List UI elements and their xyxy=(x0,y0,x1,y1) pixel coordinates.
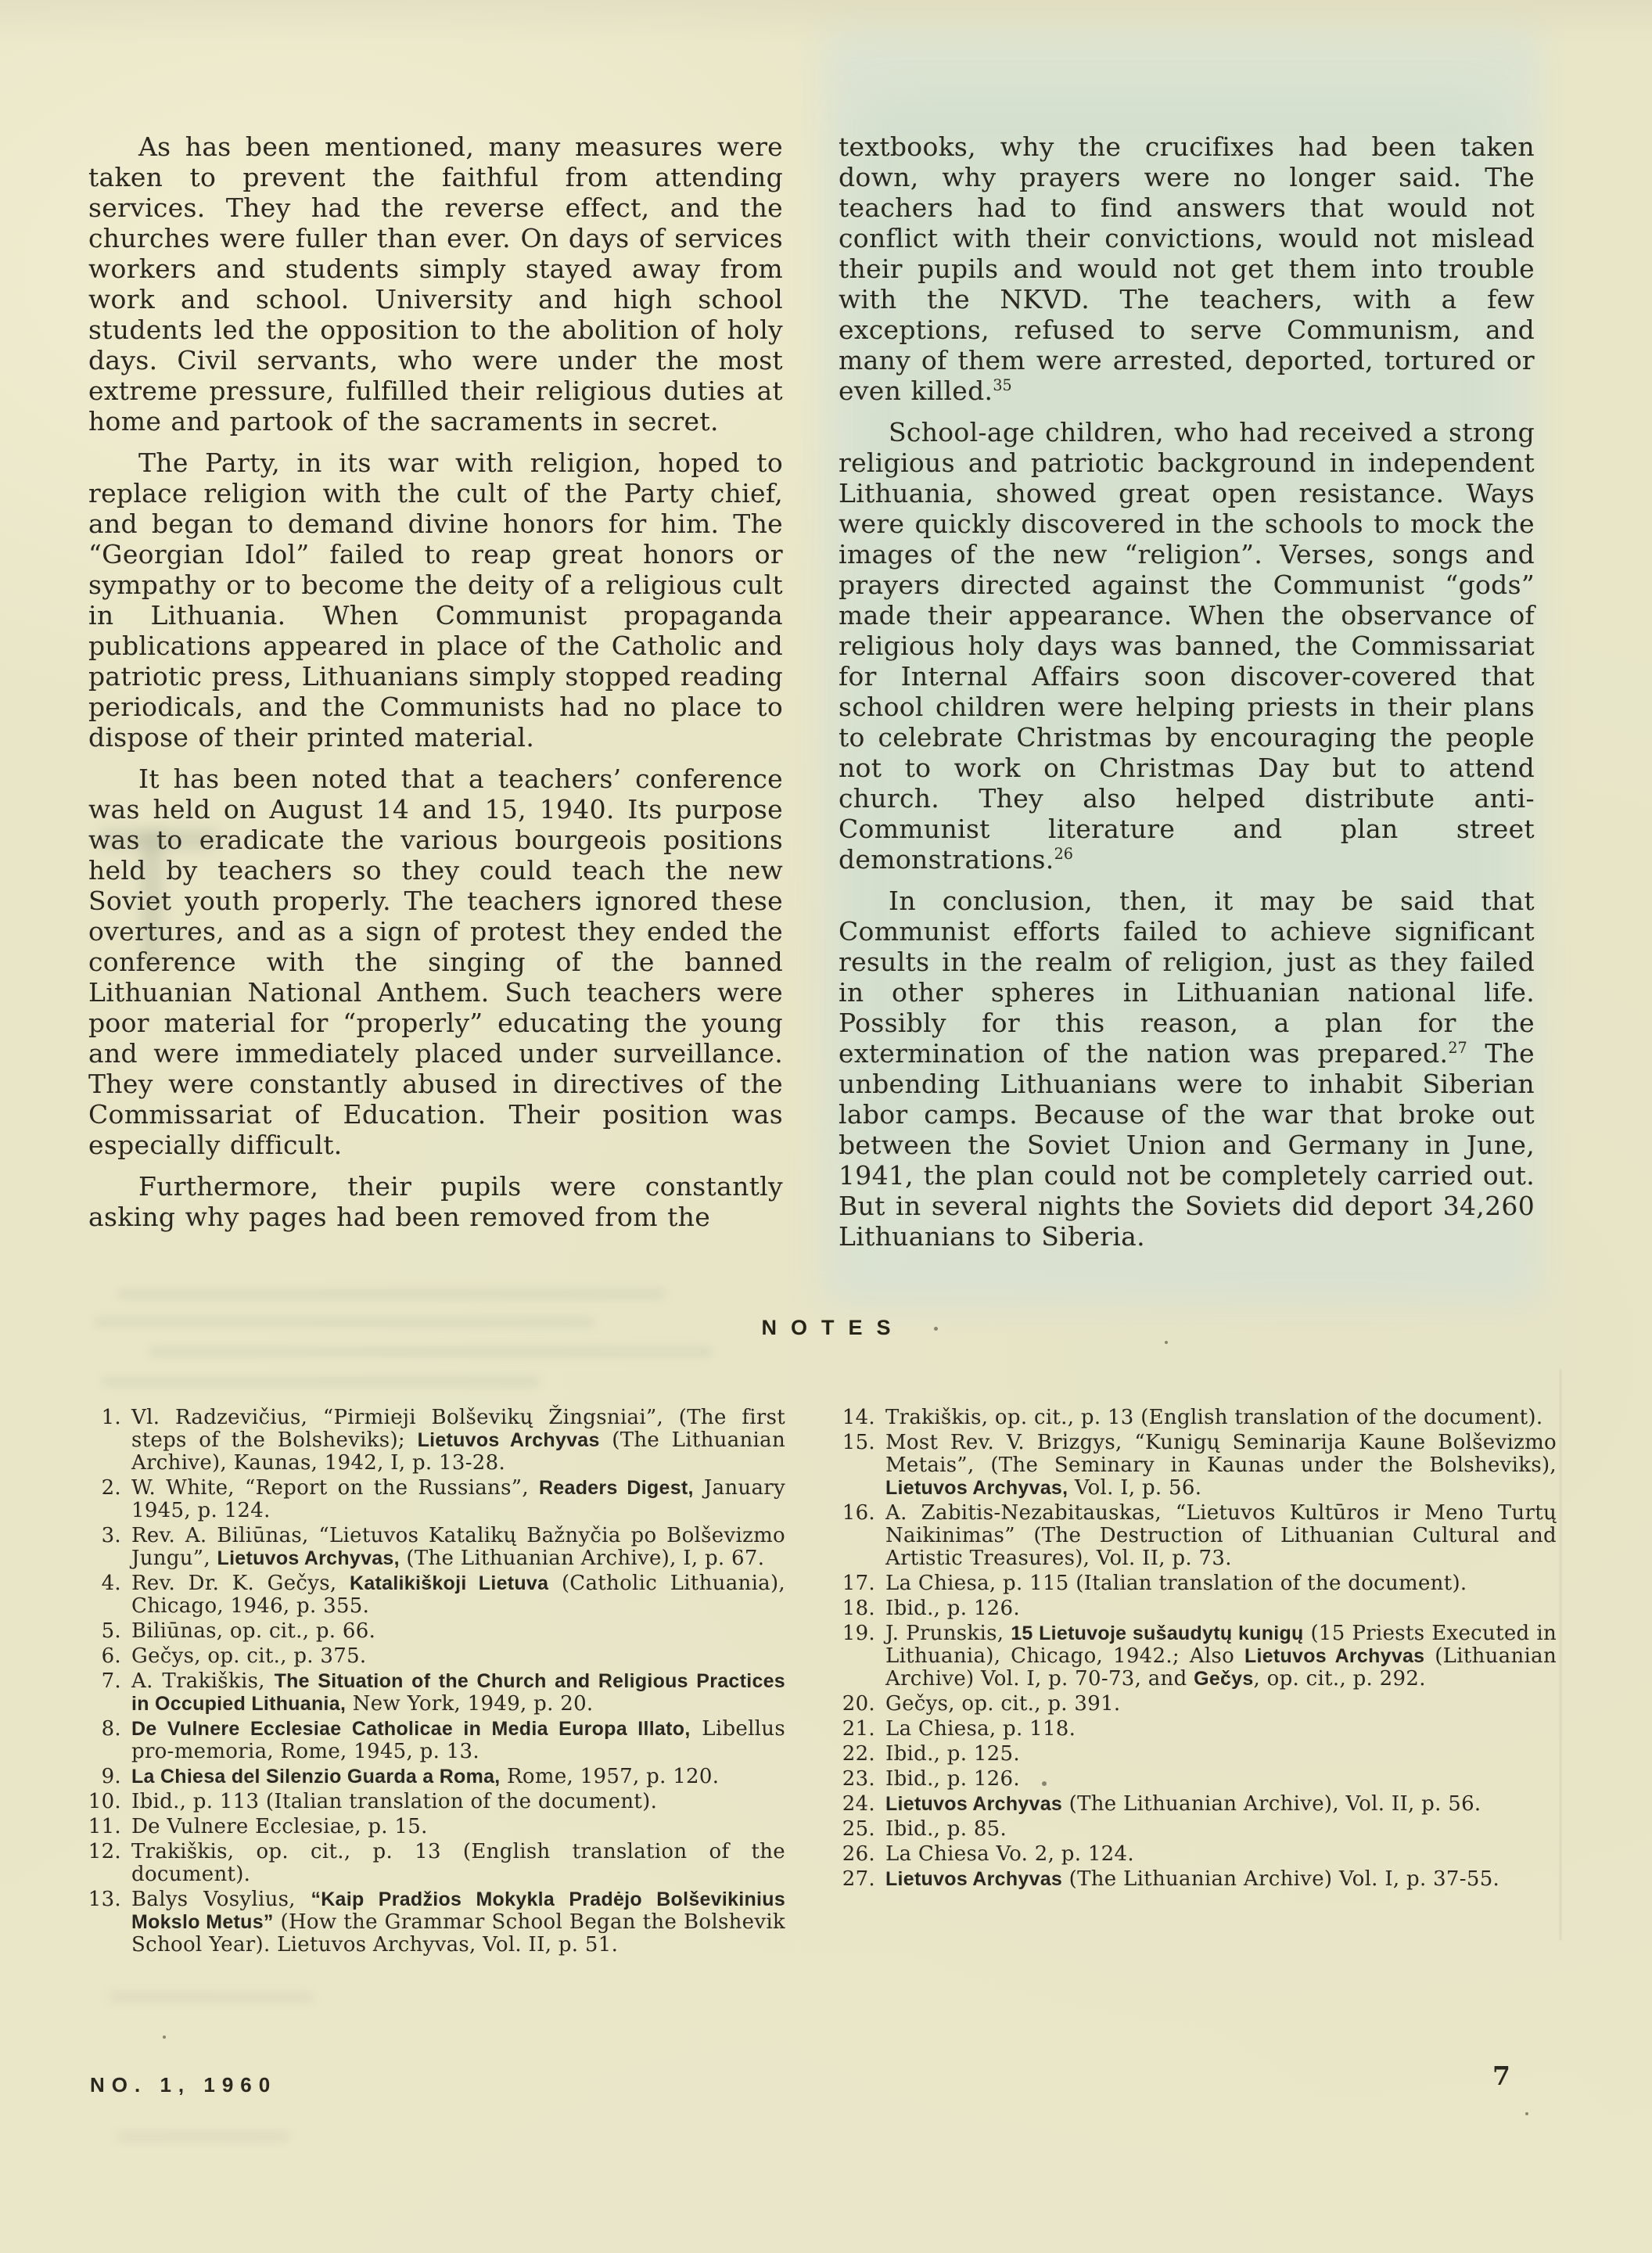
text-segment: The unbending Lithuanians were to inhabit Siberian labor camps. Because of the war that broke out between the Soviet Union and Germany in June, 1941, the plan could not be completely carried out. But in several nights the Soviets did deport 34,260 Lithuanians to Siberia. xyxy=(839,1038,1535,1252)
notes-column-right xyxy=(840,1407,1557,1893)
note-text xyxy=(885,1502,1557,1570)
body-paragraph xyxy=(839,417,1535,875)
text-segment: Ibid., p. 126. xyxy=(885,1597,1020,1620)
text-segment: W. White, “Report on the Russians”, xyxy=(131,1476,540,1500)
note-number: 3. xyxy=(101,1524,121,1547)
note-item xyxy=(86,1477,785,1522)
text-segment: (The Lithuanian Archive) Vol. I, p. 37-55. xyxy=(1062,1867,1500,1891)
note-item xyxy=(840,1843,1557,1866)
text-segment: School-age children, who had received a strong religious and patriotic background in independent Lithuania, showed great open resistance. Ways were quickly discovered in the schools to mock the images of the new “religion”. Verses, songs and prayers directed against the Communist “gods” made their appearance. When the observance of religious holy days was banned, the Commissariat for Internal Affairs soon discover-covered that school children were helping priests in their plans to celebrate Christmas by encouraging the people not to work on Christmas Day but to attend church. They also helped distribute anti-Communist literature and plan street demonstrations. xyxy=(839,417,1535,875)
note-text xyxy=(131,1841,785,1886)
note-number: 2. xyxy=(101,1476,121,1500)
note-item xyxy=(86,1791,785,1813)
note-number: 5. xyxy=(101,1619,121,1643)
note-number: 12. xyxy=(88,1840,121,1863)
note-text xyxy=(131,1816,785,1838)
note-item xyxy=(840,1818,1557,1841)
text-segment: Lietuvos Archyvas xyxy=(885,1868,1063,1890)
note-text xyxy=(131,1670,785,1716)
note-item xyxy=(840,1407,1557,1429)
note-item xyxy=(840,1868,1557,1891)
note-text xyxy=(885,1743,1557,1766)
footnote-reference: 26 xyxy=(1054,845,1073,863)
body-paragraph xyxy=(88,1171,783,1232)
text-segment: J. Prunskis, xyxy=(885,1622,1011,1645)
body-paragraph xyxy=(839,886,1535,1252)
text-segment: Ibid., p. 113 (Italian translation of the document). xyxy=(131,1790,658,1813)
text-segment: Most Rev. V. Brizgys, “Kunigų Seminarija Kaune Bolševizmo Metais”, (The Seminary in Kaunas under the Bolsheviks), xyxy=(885,1431,1557,1477)
notes-column-left xyxy=(86,1407,785,1959)
paper-smudge xyxy=(102,1377,540,1386)
note-item xyxy=(840,1743,1557,1766)
text-segment: Vl. Radzevičius, “Pirmieji Bolševikų Žingsniai”, (The first steps of the Bolsheviks); xyxy=(131,1406,785,1452)
text-segment: Furthermore, their pupils were constantly asking why pages had been removed from the xyxy=(88,1171,783,1232)
note-number: 27. xyxy=(842,1867,875,1891)
footnote-reference: 35 xyxy=(993,376,1012,394)
text-segment: The Situation of the Church and Religious Practices in Occupied Lithuania, xyxy=(131,1670,785,1715)
note-text xyxy=(131,1572,785,1618)
text-segment: January 1945, p. 124. xyxy=(131,1476,785,1522)
text-segment: (The Lithuanian Archive), Vol. II, p. 56. xyxy=(1062,1792,1481,1816)
text-segment: A. Zabitis-Nezabitauskas, “Lietuvos Kultūros ir Meno Turtų Naikinimas” (The Destruction of Lithuanian Cultural and Artistic Treasures), Vol. II, p. 73. xyxy=(885,1501,1557,1570)
text-segment: Gečys xyxy=(1194,1668,1254,1690)
dust-speck xyxy=(1165,1341,1168,1344)
note-item xyxy=(86,1645,785,1668)
text-segment: Lietuvos Archyvas xyxy=(885,1793,1063,1815)
text-segment: Balys Vosylius, xyxy=(131,1888,311,1911)
note-number: 10. xyxy=(88,1790,121,1813)
note-number: 26. xyxy=(842,1842,875,1866)
note-item xyxy=(86,1888,785,1957)
note-number: 7. xyxy=(101,1669,121,1693)
note-text xyxy=(131,1718,785,1763)
note-item xyxy=(86,1670,785,1716)
notes-heading: NOTES xyxy=(761,1316,905,1339)
text-segment: (15 Priests Executed in Lithuania), Chicago, 1942.; Also xyxy=(885,1622,1557,1668)
note-text xyxy=(131,1791,785,1813)
text-segment: Katalikiškoji Lietuva xyxy=(350,1572,549,1594)
note-number: 14. xyxy=(842,1406,875,1429)
note-item xyxy=(840,1597,1557,1620)
text-segment: Lietuvos Archyvas xyxy=(417,1429,600,1451)
text-segment: textbooks, why the crucifixes had been taken down, why prayers were no longer said. The teachers had to find answers that would not conflict with their convictions, would not mislead their pupils and would not get them into trouble with the NKVD. The teachers, with a few exceptions, refused to serve Communism, and many of them were arrested, deported, tortured or even killed. xyxy=(839,131,1535,406)
note-number: 19. xyxy=(842,1622,875,1645)
text-segment: La Chiesa, p. 115 (Italian translation of the document). xyxy=(885,1572,1467,1595)
body-paragraph xyxy=(88,131,783,437)
text-segment: Rev. A. Biliūnas, “Lietuvos Katalikų Bažnyčia po Bolševizmo Jungu”, xyxy=(131,1524,785,1570)
text-segment: (Catholic Lithuania), Chicago, 1946, p. 355. xyxy=(131,1572,785,1618)
text-segment: As has been mentioned, many measures were taken to prevent the faithful from attending services. They had the reverse effect, and the churches were fuller than ever. On days of services workers and students simply stayed away from work and school. University and high school students led the opposition to the abolition of holy days. Civil servants, who were under the most extreme pressure, fulfilled their religious duties at home and partook of the sacraments in secret. xyxy=(88,131,783,437)
text-segment: Rome, 1957, p. 120. xyxy=(500,1765,720,1788)
text-segment: 15 Lietuvoje sušaudytų kunigų xyxy=(1011,1622,1304,1644)
paper-crease xyxy=(1560,1369,1561,1940)
note-text xyxy=(885,1793,1557,1816)
text-segment: In conclusion, then, it may be said that Communist efforts failed to achieve significant results in the realm of religion, just as they failed in other spheres in Lithuanian national life. Possibly for this reason, a plan for the extermination of the nation was prepared. xyxy=(839,886,1535,1069)
note-item xyxy=(86,1525,785,1570)
note-item xyxy=(86,1766,785,1788)
note-text xyxy=(885,1622,1557,1691)
note-text xyxy=(131,1407,785,1475)
note-item xyxy=(840,1432,1557,1500)
note-item xyxy=(840,1693,1557,1716)
article-column-right xyxy=(839,131,1535,1263)
note-number: 9. xyxy=(101,1765,121,1788)
note-item xyxy=(86,1572,785,1618)
text-segment: New York, 1949, p. 20. xyxy=(346,1692,594,1716)
note-item xyxy=(840,1793,1557,1816)
text-segment: A. Trakiškis, xyxy=(131,1669,275,1693)
text-segment: La Chiesa, p. 118. xyxy=(885,1717,1076,1741)
note-number: 24. xyxy=(842,1792,875,1816)
text-segment: Libellus pro-memoria, Rome, 1945, p. 13. xyxy=(131,1717,785,1763)
note-item xyxy=(840,1572,1557,1595)
note-item xyxy=(840,1718,1557,1741)
paper-smudge xyxy=(117,1289,665,1299)
body-paragraph xyxy=(88,764,783,1160)
note-text xyxy=(885,1693,1557,1716)
note-text xyxy=(885,1843,1557,1866)
text-segment: It has been noted that a teachers’ conference was held on August 14 and 15, 1940. Its purpose was to eradicate the various bourgeois positions held by teachers so they could teach the new Soviet youth properly. The teachers ignored these overtures, and as a sign of protest they ended the conference with the singing of the banned Lithuanian National Anthem. Such teachers were poor material for “properly” educating the young and were immediately placed under surveillance. They were constantly abused in directives of the Commissariat of Education. Their position was especially difficult. xyxy=(88,764,783,1160)
note-number: 17. xyxy=(842,1572,875,1595)
footer-page-number: 7 xyxy=(1492,2061,1510,2091)
note-number: 4. xyxy=(101,1572,121,1595)
text-segment: De Vulnere Ecclesiae, p. 15. xyxy=(131,1815,428,1838)
text-segment: Ibid., p. 125. xyxy=(885,1742,1020,1766)
note-item xyxy=(86,1620,785,1643)
text-segment: La Chiesa del Silenzio Guarda a Roma, xyxy=(131,1766,501,1788)
note-text xyxy=(885,1868,1557,1891)
text-segment: (The Lithuanian Archive), Kaunas, 1942, I, p. 13-28. xyxy=(131,1428,786,1475)
text-segment: Trakiškis, op. cit., p. 13 (English translation of the document). xyxy=(131,1840,785,1886)
paper-smudge xyxy=(117,2133,289,2140)
note-item xyxy=(840,1768,1557,1791)
paper-smudge xyxy=(149,1347,712,1356)
text-segment: Lietuvos Archyvas, xyxy=(217,1547,400,1569)
note-number: 20. xyxy=(842,1692,875,1716)
text-segment: , op. cit., p. 292. xyxy=(1253,1667,1426,1691)
note-number: 6. xyxy=(101,1644,121,1668)
footnote-reference: 27 xyxy=(1448,1039,1467,1057)
body-paragraph xyxy=(839,131,1535,406)
note-number: 13. xyxy=(88,1888,121,1911)
note-number: 21. xyxy=(842,1717,875,1741)
note-item xyxy=(840,1502,1557,1570)
note-text xyxy=(131,1888,785,1957)
text-segment: (How the Grammar School Began the Bolshevik School Year). Lietuvos Archyvas, Vol. II, p. 51. xyxy=(131,1910,785,1957)
note-text xyxy=(885,1432,1557,1500)
article-column-left xyxy=(88,131,783,1243)
note-text xyxy=(131,1620,785,1643)
text-segment: (The Lithuanian Archive), I, p. 67. xyxy=(399,1547,765,1570)
text-segment: Readers Digest, xyxy=(539,1477,694,1499)
note-number: 22. xyxy=(842,1742,875,1766)
note-number: 1. xyxy=(101,1406,121,1429)
note-number: 18. xyxy=(842,1597,875,1620)
text-segment: Trakiškis, op. cit., p. 13 (English translation of the document). xyxy=(885,1406,1543,1429)
note-number: 16. xyxy=(842,1501,875,1525)
note-text xyxy=(131,1525,785,1570)
text-segment: Biliūnas, op. cit., p. 66. xyxy=(131,1619,376,1643)
text-segment: Lietuvos Archyvas, xyxy=(885,1477,1068,1499)
text-segment: (Lithuanian Archive) Vol. I, p. 70-73, and xyxy=(885,1644,1557,1691)
paper-smudge xyxy=(110,1993,313,2001)
dust-speck xyxy=(163,2036,166,2039)
note-text xyxy=(131,1477,785,1522)
dust-speck xyxy=(1525,2112,1528,2115)
note-item xyxy=(840,1622,1557,1691)
text-segment: Vol. I, p. 56. xyxy=(1068,1476,1202,1500)
note-number: 25. xyxy=(842,1817,875,1841)
text-segment: Gečys, op. cit., p. 391. xyxy=(885,1692,1121,1716)
note-number: 8. xyxy=(101,1717,121,1741)
text-segment: La Chiesa Vo. 2, p. 124. xyxy=(885,1842,1134,1866)
note-item xyxy=(86,1841,785,1886)
note-item xyxy=(86,1718,785,1763)
note-item xyxy=(86,1407,785,1475)
footer-issue-label: NO. 1, 1960 xyxy=(90,2073,278,2097)
text-segment: Ibid., p. 85. xyxy=(885,1817,1007,1841)
note-text xyxy=(885,1718,1557,1741)
note-item xyxy=(86,1816,785,1838)
text-segment: The Party, in its war with religion, hoped to replace religion with the cult of the Party chief, and began to demand divine honors for him. The “Georgian Idol” failed to reap great honors or sympathy or to become the deity of a religious cult in Lithuania. When Communist propaganda publications appeared in place of the Catholic and patriotic press, Lithuanians simply stopped reading periodicals, and the Communists had no place to dispose of their printed material. xyxy=(88,447,783,753)
text-segment: Gečys, op. cit., p. 375. xyxy=(131,1644,367,1668)
text-segment: Lietuvos Archyvas xyxy=(1244,1645,1425,1667)
note-text xyxy=(885,1597,1557,1620)
text-segment: De Vulnere Ecclesiae Catholicae in Media Europa Illato, xyxy=(131,1718,691,1740)
note-text xyxy=(885,1818,1557,1841)
text-segment: Ibid., p. 126. xyxy=(885,1767,1020,1791)
note-text xyxy=(885,1768,1557,1791)
note-text xyxy=(131,1766,785,1788)
note-text xyxy=(885,1572,1557,1595)
body-paragraph xyxy=(88,447,783,753)
note-text xyxy=(131,1645,785,1668)
text-segment: Rev. Dr. K. Gečys, xyxy=(131,1572,350,1595)
note-number: 23. xyxy=(842,1767,875,1791)
text-segment: “Kaip Pradžios Mokykla Pradėjo Bolševikinius Mokslo Metus” xyxy=(131,1888,786,1933)
note-number: 11. xyxy=(88,1815,121,1838)
note-text xyxy=(885,1407,1557,1429)
note-number: 15. xyxy=(842,1431,875,1454)
